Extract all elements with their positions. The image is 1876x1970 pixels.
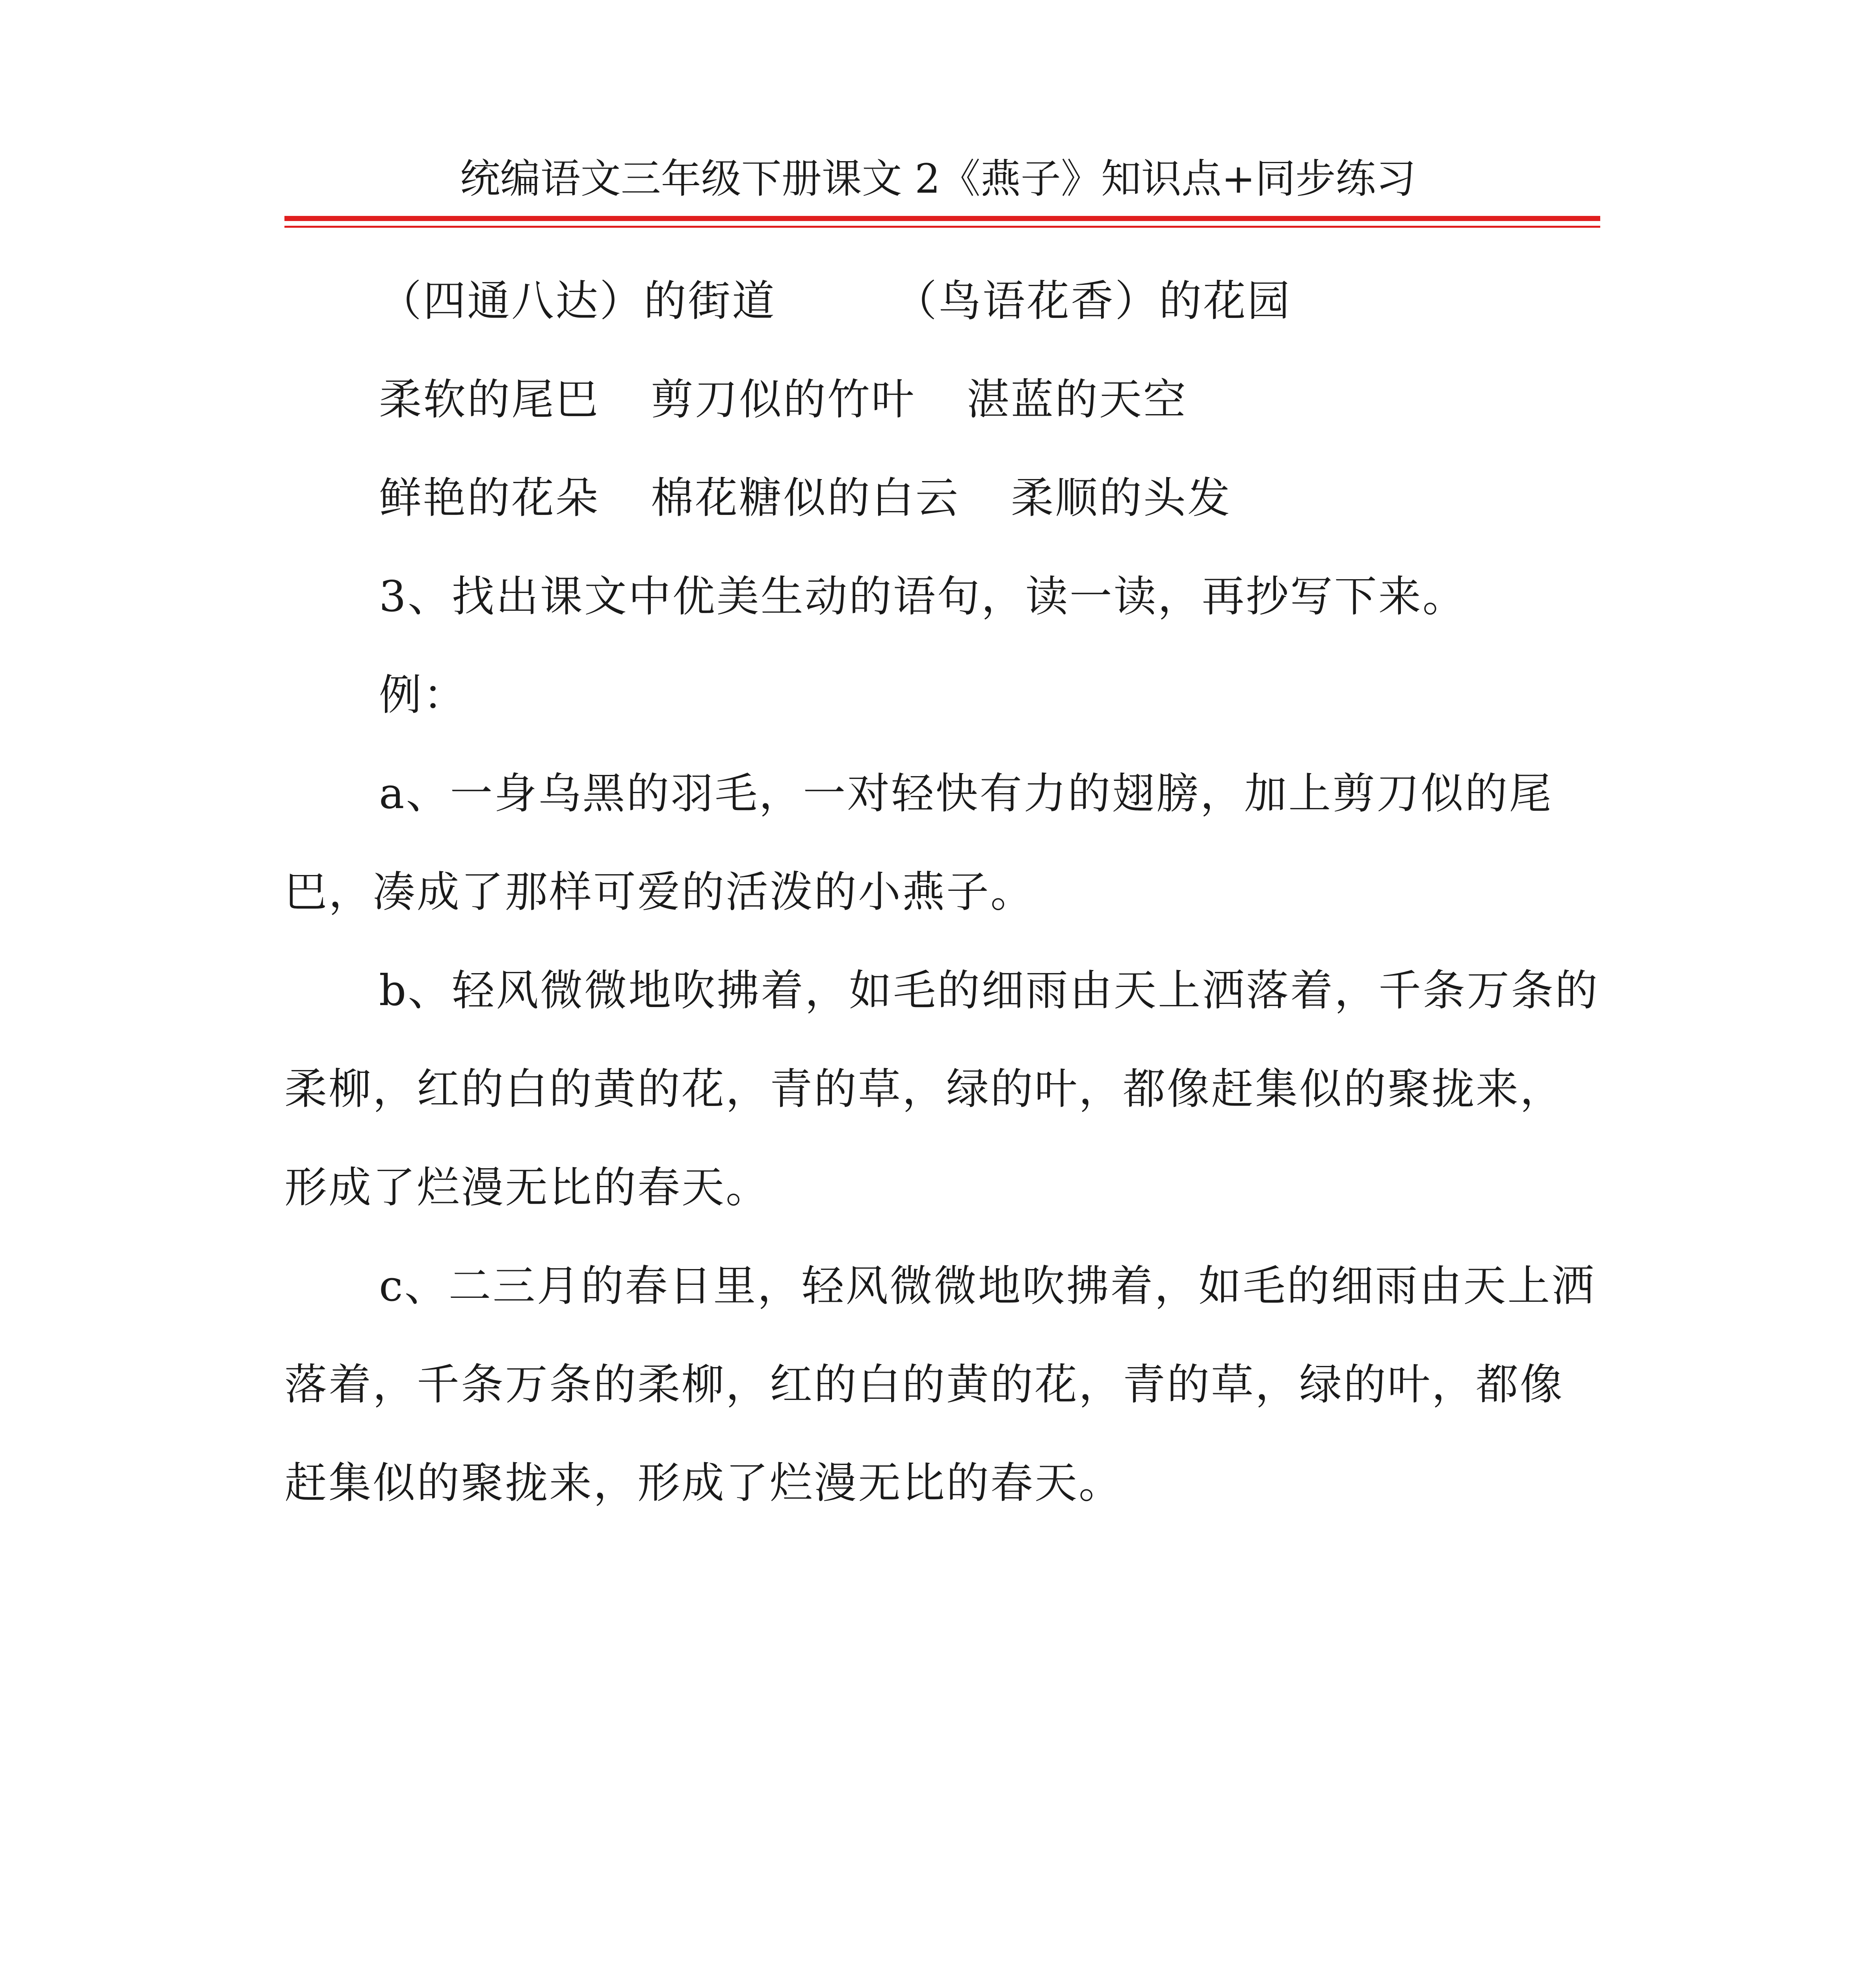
example-paragraph-c: c、二三月的春日里，轻风微微地吹拂着，如毛的细雨由天上洒落着，千条万条的柔柳，红的白的黄的花，青的草，绿的叶，都像赶集似的聚拢来，形成了烂漫无比的春天。 xyxy=(284,1262,1596,1508)
page-title: 统编语文三年级下册课文 2《燕子》知识点+同步练习 xyxy=(460,156,1416,203)
phrase: 柔顺的头发 xyxy=(1011,474,1232,523)
idiom-phrase: （四通八达）的街道 xyxy=(379,277,776,326)
phrase-line xyxy=(284,351,1600,449)
phrase: 湛蓝的天空 xyxy=(967,375,1188,424)
example-label: 例： xyxy=(379,671,468,720)
document-body xyxy=(284,252,1600,1533)
header-divider-thin xyxy=(284,226,1600,228)
question-3: 3、找出课文中优美生动的语句，读一读，再抄写下来。 xyxy=(379,572,1467,621)
idiom-pair-line xyxy=(284,252,1600,351)
example-paragraph-a: a、一身乌黑的羽毛，一对轻快有力的翅膀，加上剪刀似的尾巴，凑成了那样可爱的活泼的小燕子。 xyxy=(284,769,1553,917)
header-divider-thick xyxy=(284,216,1600,221)
phrase: 柔软的尾巴 xyxy=(379,375,600,424)
example-paragraph-b: b、轻风微微地吹拂着，如毛的细雨由天上洒落着，千条万条的柔柳，红的白的黄的花，青的草，绿的叶，都像赶集似的聚拢来，形成了烂漫无比的春天。 xyxy=(284,966,1599,1212)
phrase-line xyxy=(284,449,1600,548)
phrase: 棉花糖似的白云 xyxy=(651,474,960,523)
idiom-phrase: （鸟语花香）的花园 xyxy=(894,277,1292,326)
phrase: 剪刀似的竹叶 xyxy=(651,375,916,424)
phrase: 鲜艳的花朵 xyxy=(379,474,600,523)
